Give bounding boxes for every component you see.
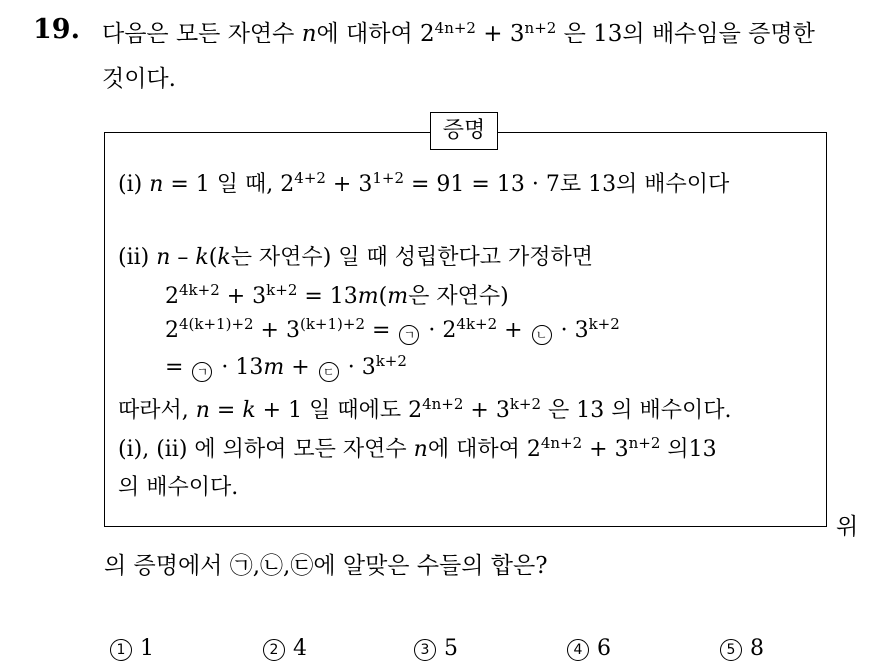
proof-line-4 xyxy=(165,314,620,345)
proof-line-7 xyxy=(118,432,717,463)
question-line-1 xyxy=(102,15,815,48)
proof-text: + 1 일 때에도 2 xyxy=(255,398,423,423)
choice-value: 8 xyxy=(750,636,764,661)
variable-m: m xyxy=(357,284,379,309)
exponent: 4k+2 xyxy=(456,314,498,333)
proof-text: + 3 xyxy=(325,172,373,197)
blank-a-marker: ㄱ xyxy=(192,362,212,382)
proof-text: · 3 xyxy=(553,318,589,343)
question-text: 에 대하여 xyxy=(316,21,421,47)
proof-line-6 xyxy=(118,393,732,424)
exponent: 4n+2 xyxy=(422,394,464,413)
variable-n: n xyxy=(156,245,171,270)
question-number: 19. xyxy=(33,14,80,45)
choice-1[interactable] xyxy=(110,636,154,661)
variable-k: k xyxy=(195,245,209,270)
proof-text: = 13 xyxy=(297,284,358,309)
choice-4[interactable] xyxy=(567,636,611,661)
question-line-2: 것이다. xyxy=(102,66,176,92)
variable-n: n xyxy=(301,21,317,47)
proof-text: = xyxy=(209,398,243,423)
choice-number: 5 xyxy=(720,639,742,661)
proof-text: 은 13 의 배수이다. xyxy=(541,398,732,423)
exponent: 4n+2 xyxy=(434,18,476,37)
variable-n: n xyxy=(413,437,428,462)
variable-n: n xyxy=(149,172,164,197)
exponent: 4k+2 xyxy=(179,280,220,299)
proof-text: (i) xyxy=(118,172,150,197)
choice-number: 1 xyxy=(110,639,132,661)
exponent: 4n+2 xyxy=(540,433,583,452)
choice-3[interactable] xyxy=(414,636,458,661)
proof-text: + 3 xyxy=(253,318,300,343)
proof-text: · 3 xyxy=(340,355,376,380)
proof-text: = 91 = 13 · 7로 13의 배수이다 xyxy=(404,172,730,197)
proof-text: + xyxy=(497,318,530,343)
proof-text: = 1 일 때, 2 xyxy=(163,172,295,197)
exponent: k+2 xyxy=(588,314,620,333)
exponent: 4+2 xyxy=(294,168,326,187)
blank-b-marker: ㄴ xyxy=(532,325,552,345)
proof-line-3 xyxy=(165,279,509,310)
proof-text: = xyxy=(365,318,398,343)
proof-text: + xyxy=(284,355,317,380)
variable-m: m xyxy=(387,284,409,309)
proof-line-5 xyxy=(165,351,407,382)
proof-line-2 xyxy=(118,240,593,271)
proof-text: · 2 xyxy=(421,318,457,343)
exponent: n+2 xyxy=(628,433,661,452)
exponent: k+2 xyxy=(509,394,542,413)
exponent: 4(k+1)+2 xyxy=(179,314,254,333)
proof-text: 의13 xyxy=(660,437,717,462)
proof-title: 증명 xyxy=(430,112,498,150)
question-text: 다음은 모든 자연수 xyxy=(102,21,302,47)
blank-a-marker: ㄱ xyxy=(399,325,419,345)
proof-text: + 3 xyxy=(219,284,267,309)
base-3: 3 xyxy=(509,21,525,47)
variable-k: k xyxy=(242,398,256,423)
exponent: k+2 xyxy=(266,280,298,299)
choice-5[interactable] xyxy=(720,636,764,661)
proof-line-8: 의 배수이다. xyxy=(118,475,239,500)
proof-text: + 3 xyxy=(582,437,629,462)
exponent: n+2 xyxy=(524,18,557,37)
exponent: (k+1)+2 xyxy=(299,314,366,333)
proof-text: (i), (ii) 에 의하여 모든 자연수 xyxy=(118,437,414,462)
proof-text: 2 xyxy=(165,284,179,309)
proof-text: (ii) xyxy=(118,245,157,270)
proof-text: = xyxy=(165,355,191,380)
base-2: 2 xyxy=(420,21,435,47)
proof-text: 따라서, xyxy=(118,398,196,423)
proof-text: ( xyxy=(378,284,388,309)
proof-text: – xyxy=(170,245,196,270)
proof-line-1 xyxy=(118,167,729,198)
proof-text: 2 xyxy=(165,318,179,343)
choice-number: 4 xyxy=(567,639,589,661)
question-tail: 위 xyxy=(836,514,859,540)
exponent: 1+2 xyxy=(372,168,405,187)
choice-number: 2 xyxy=(263,639,285,661)
proof-text: 은 자연수) xyxy=(408,284,509,309)
blank-c-marker: ㄷ xyxy=(319,362,339,382)
variable-n: n xyxy=(195,398,210,423)
plus-sign: + xyxy=(475,21,510,47)
choice-value: 6 xyxy=(597,636,611,661)
proof-text: 는 자연수) 일 때 성립한다고 가정하면 xyxy=(230,245,594,270)
choice-value: 4 xyxy=(293,636,307,661)
question-prompt: 의 증명에서 ㉠,㉡,㉢에 알맞은 수들의 합은? xyxy=(104,553,548,579)
choice-number: 3 xyxy=(414,639,436,661)
variable-m: m xyxy=(263,355,285,380)
proof-text: + 3 xyxy=(463,398,510,423)
choice-2[interactable] xyxy=(263,636,307,661)
variable-k: k xyxy=(217,245,231,270)
question-text: 은 13의 배수임을 증명한 xyxy=(556,21,815,47)
exponent: k+2 xyxy=(375,351,407,370)
proof-text: 에 대하여 2 xyxy=(427,437,541,462)
proof-text: ( xyxy=(208,245,218,270)
choice-value: 1 xyxy=(140,636,154,661)
choice-value: 5 xyxy=(444,636,458,661)
proof-text: · 13 xyxy=(214,355,264,380)
